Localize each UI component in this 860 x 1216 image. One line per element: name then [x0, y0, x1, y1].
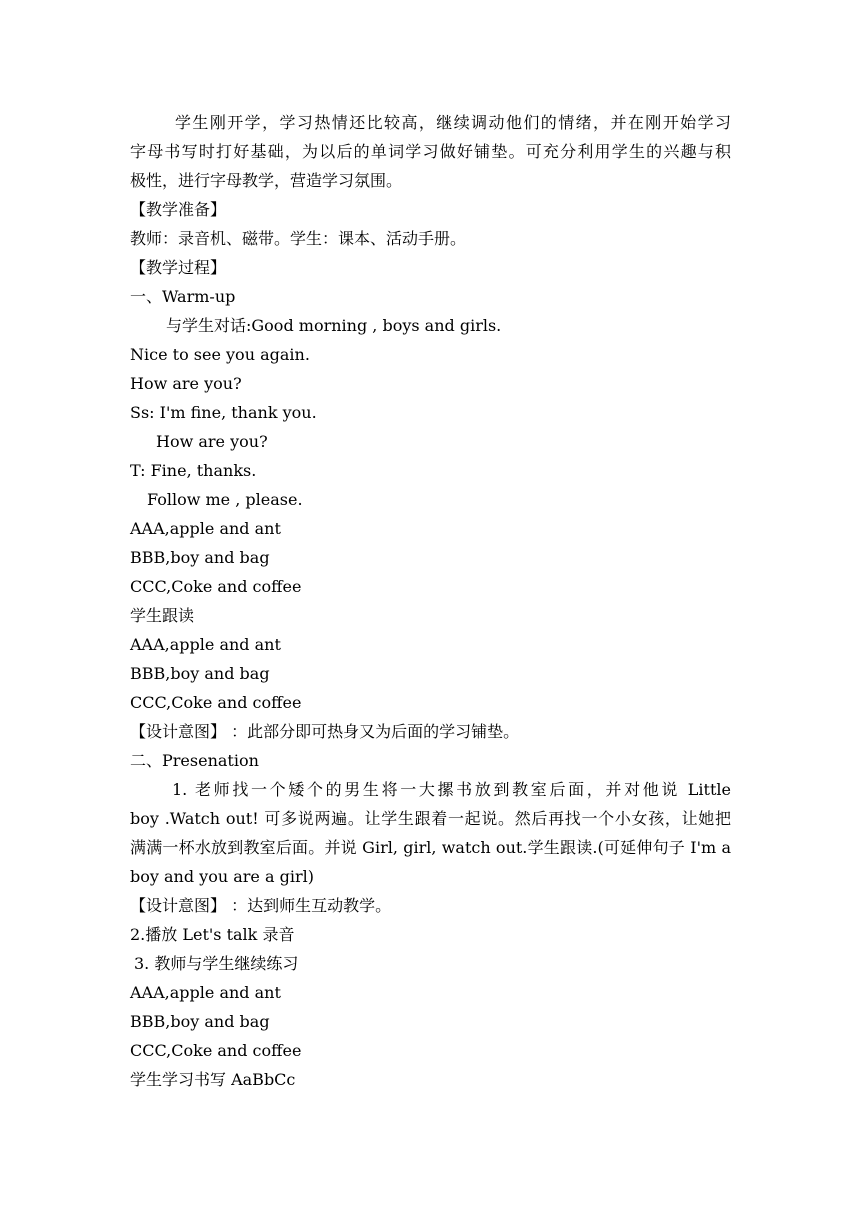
instruction-line: 学生学习书写 AaBbCc — [130, 1070, 296, 1089]
presentation-paragraph-line-1: 1. 老师找一个矮个的男生将一大摞书放到教室后面，并对他说 Little — [172, 780, 731, 799]
section-heading-preparation: 【教学准备】 — [130, 200, 227, 219]
preparation-text: 教师：录音机、磁带。学生：课本、活动手册。 — [130, 229, 467, 248]
intro-paragraph-line-1: 学生刚开学，学习热情还比较高，继续调动他们的情绪，并在刚开始学习 — [175, 113, 731, 132]
section-heading-process: 【教学过程】 — [130, 258, 227, 277]
step-item: 2.播放 Let's talk 录音 — [130, 925, 295, 944]
intro-paragraph-line-2: 字母书写时打好基础，为以后的单词学习做好铺垫。可充分利用学生的兴趣与积 — [130, 142, 731, 161]
chant-line: BBB,boy and bag — [130, 664, 270, 683]
dialogue-line: How are you? — [156, 432, 268, 451]
chant-line: AAA,apple and ant — [130, 635, 281, 654]
design-intent-note: 【设计意图】 ：此部分即可热身又为后面的学习铺垫。 — [130, 722, 520, 741]
step-one-heading: 一、Warm-up — [130, 287, 236, 306]
chant-line: CCC,Coke and coffee — [130, 577, 302, 596]
dialogue-line: Follow me , please. — [147, 490, 303, 509]
step-two-heading: 二、Presenation — [130, 751, 259, 770]
instruction-line: 学生跟读 — [130, 606, 195, 625]
chant-line: AAA,apple and ant — [130, 983, 281, 1002]
chant-line: AAA,apple and ant — [130, 519, 281, 538]
chant-line: CCC,Coke and coffee — [130, 693, 302, 712]
intro-paragraph-line-3: 极性，进行字母教学，营造学习氛围。 — [130, 171, 403, 190]
dialogue-line: 与学生对话:Good morning , boys and girls. — [166, 316, 502, 335]
presentation-paragraph-line-2: boy .Watch out! 可多说两遍。让学生跟着一起说。然后再找一个小女孩，让她把 — [130, 809, 731, 828]
chant-line: CCC,Coke and coffee — [130, 1041, 302, 1060]
chant-line: BBB,boy and bag — [130, 1012, 270, 1031]
dialogue-line: How are you? — [130, 374, 242, 393]
dialogue-line: T: Fine, thanks. — [130, 461, 257, 480]
presentation-paragraph-line-3: 满满一杯水放到教室后面。并说 Girl, girl, watch out.学生跟读.(可延伸句子 I'm a — [130, 838, 731, 857]
dialogue-line: Nice to see you again. — [130, 345, 310, 364]
step-item: 3. 教师与学生继续练习 — [134, 954, 299, 973]
dialogue-line: Ss: I'm fine, thank you. — [130, 403, 317, 422]
design-intent-note: 【设计意图】 ：达到师生互动教学。 — [130, 896, 392, 915]
lesson-plan-body — [130, 108, 731, 1094]
presentation-paragraph-line-4: boy and you are a girl) — [130, 867, 314, 886]
chant-line: BBB,boy and bag — [130, 548, 270, 567]
